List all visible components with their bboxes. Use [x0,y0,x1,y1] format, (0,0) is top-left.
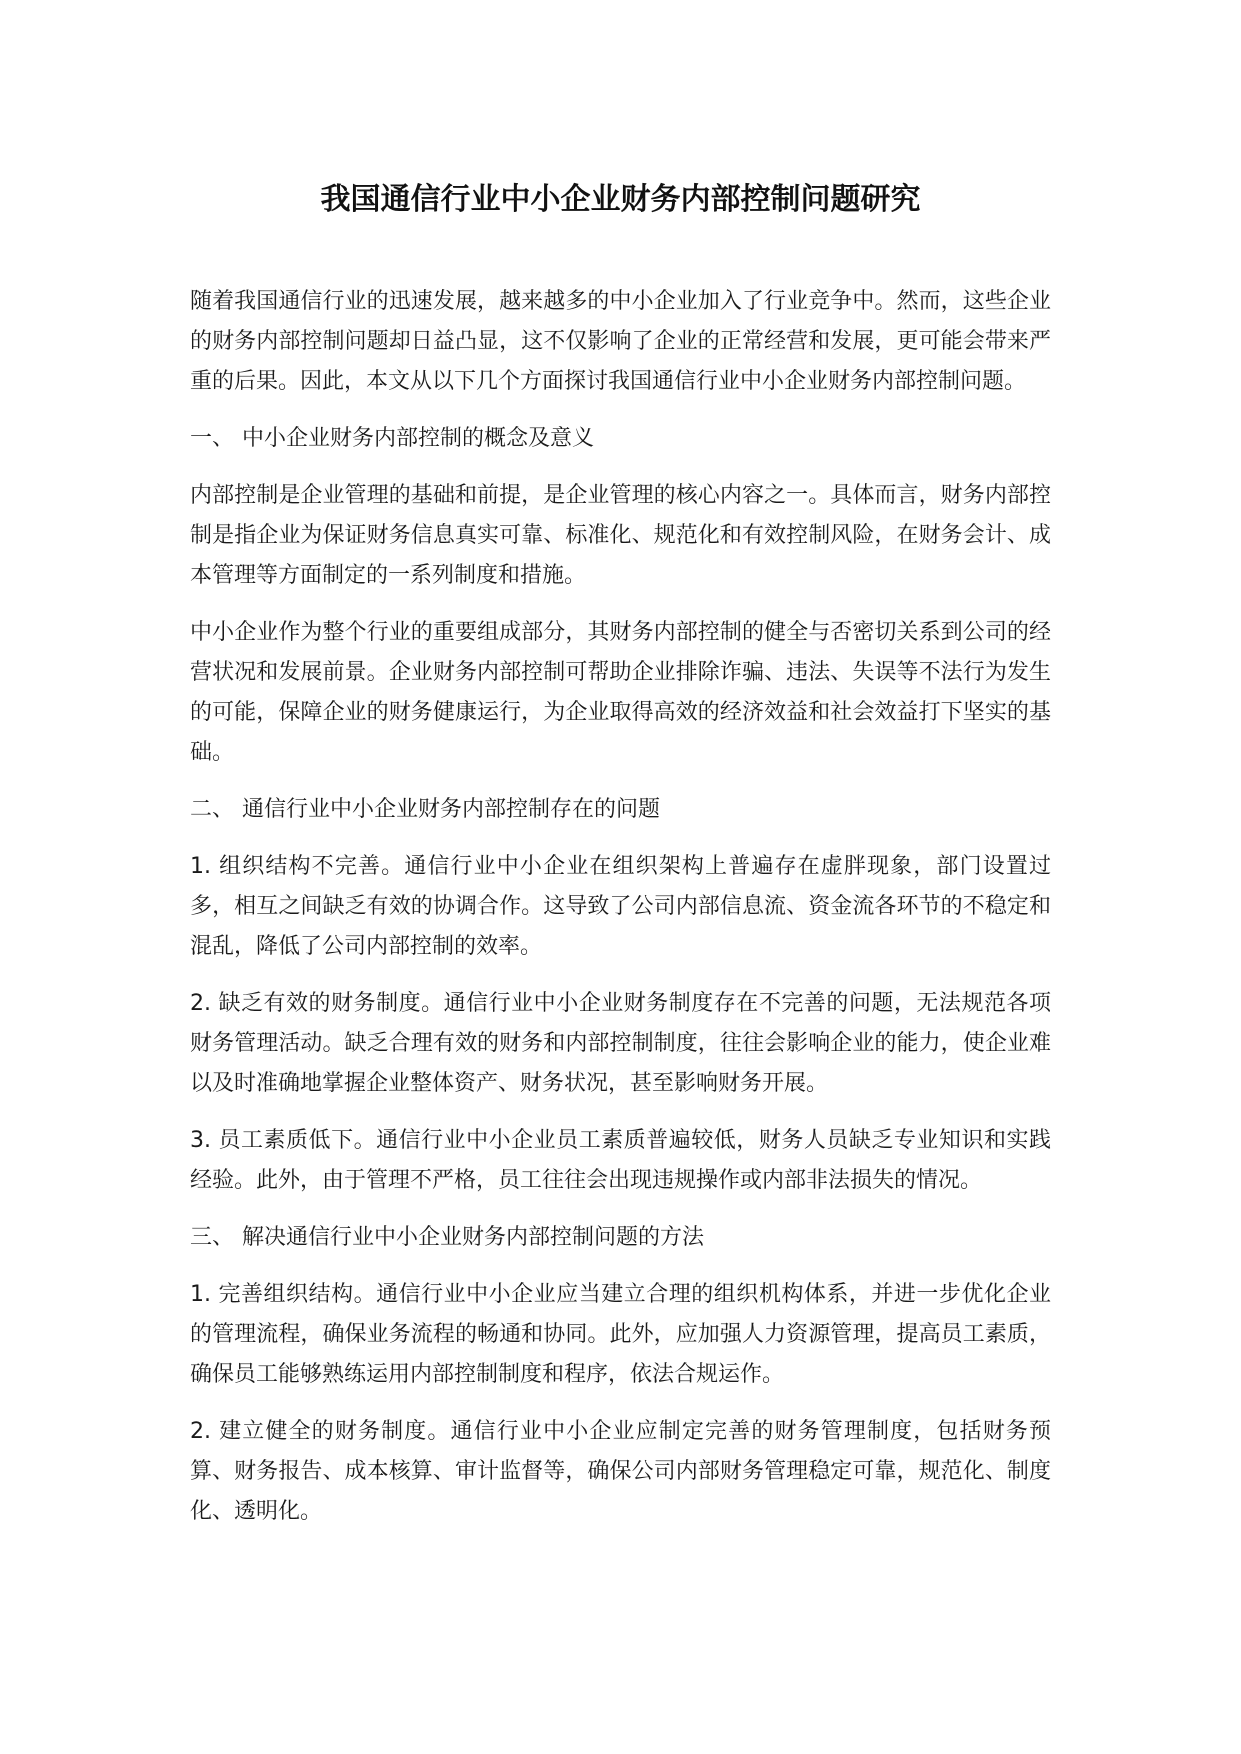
list-item-paragraph: 2. 建立健全的财务制度。通信行业中小企业应制定完善的财务管理制度，包括财务预算、财务报告、成本核算、审计监督等，确保公司内部财务管理稳定可靠，规范化、制度化、透明化。 [190,1419,1051,1524]
list-item-paragraph: 1. 组织结构不完善。通信行业中小企业在组织架构上普遍存在虚胖现象，部门设置过多，相互之间缺乏有效的协调合作。这导致了公司内部信息流、资金流各环节的不稳定和混乱，降低了公司内部控制的效率。 [190,854,1051,959]
section-number: 三、 [190,1225,235,1250]
section-number: 二、 [190,797,235,822]
document-body [190,282,1051,1549]
section-number: 一、 [190,426,235,451]
section-heading-text: 中小企业财务内部控制的概念及意义 [242,426,595,451]
list-item-paragraph: 3. 员工素质低下。通信行业中小企业员工素质普遍较低，财务人员缺乏专业知识和实践经验。此外，由于管理不严格，员工往往会出现违规操作或内部非法损失的情况。 [190,1128,1051,1193]
section-heading-text: 通信行业中小企业财务内部控制存在的问题 [242,797,661,822]
body-paragraph: 中小企业作为整个行业的重要组成部分，其财务内部控制的健全与否密切关系到公司的经营状况和发展前景。企业财务内部控制可帮助企业排除诈骗、违法、失误等不法行为发生的可能，保障企业的财务健康运行，为企业取得高效的经济效益和社会效益打下坚实的基础。 [190,620,1051,765]
body-paragraph: 内部控制是企业管理的基础和前提，是企业管理的核心内容之一。具体而言，财务内部控制是指企业为保证财务信息真实可靠、标准化、规范化和有效控制风险，在财务会计、成本管理等方面制定的一系列制度和措施。 [190,483,1051,588]
list-item-paragraph: 2. 缺乏有效的财务制度。通信行业中小企业财务制度存在不完善的问题，无法规范各项财务管理活动。缺乏合理有效的财务和内部控制制度，往往会影响企业的能力，使企业难以及时准确地掌握企业整体资产、财务状况，甚至影响财务开展。 [190,991,1051,1096]
intro-paragraph: 随着我国通信行业的迅速发展，越来越多的中小企业加入了行业竞争中。然而，这些企业的财务内部控制问题却日益凸显，这不仅影响了企业的正常经营和发展，更可能会带来严重的后果。因此，本文从以下几个方面探讨我国通信行业中小企业财务内部控制问题。 [190,289,1051,394]
section-heading-text: 解决通信行业中小企业财务内部控制问题的方法 [242,1225,705,1250]
section-heading [190,790,1051,830]
section-heading [190,1218,1051,1258]
section-heading [190,419,1051,459]
document-title: 我国通信行业中小企业财务内部控制问题研究 [320,182,921,217]
list-item-paragraph: 1. 完善组织结构。通信行业中小企业应当建立合理的组织机构体系，并进一步优化企业的管理流程，确保业务流程的畅通和协同。此外，应加强人力资源管理，提高员工素质，确保员工能够熟练运用内部控制制度和程序，依法合规运作。 [190,1282,1051,1387]
